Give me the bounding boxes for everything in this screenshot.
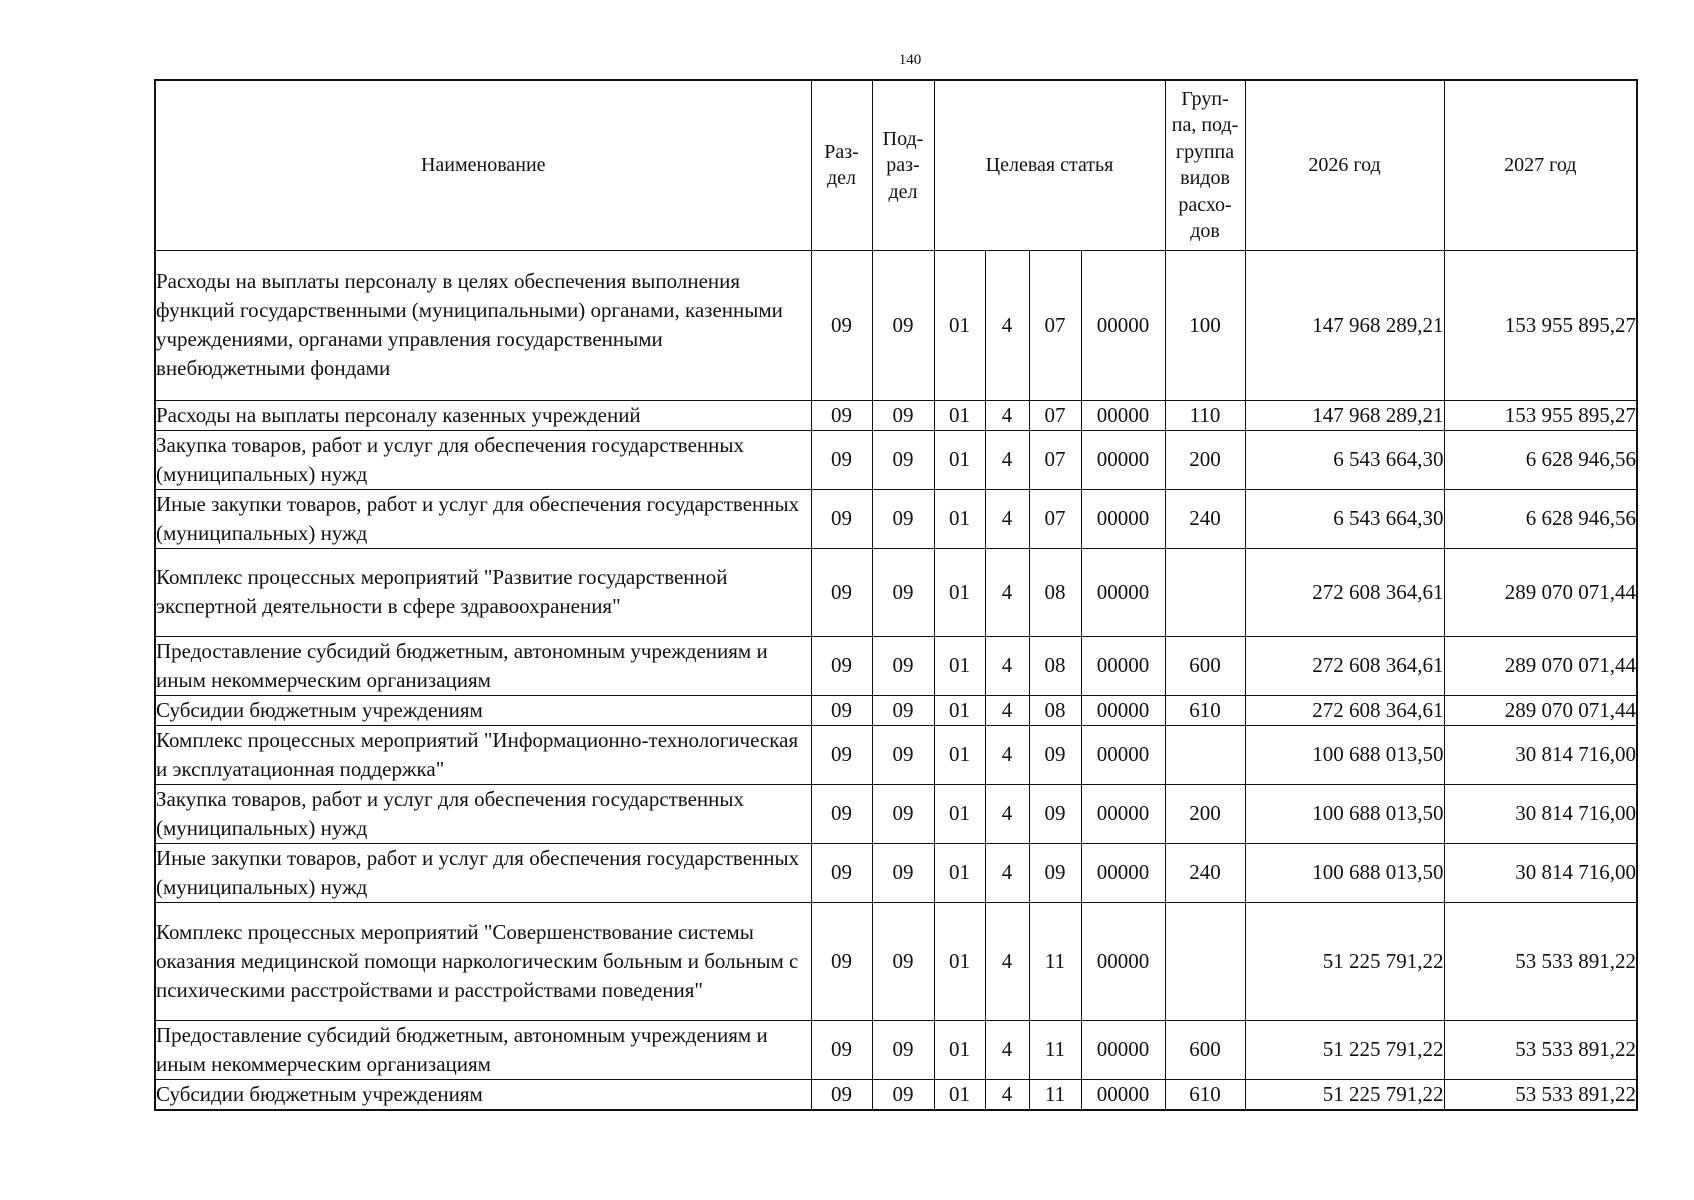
- row-expense-group: 100: [1165, 250, 1245, 400]
- row-target-type: 4: [985, 843, 1029, 902]
- row-subsection: 09: [872, 548, 934, 636]
- header-section-line: дел: [826, 167, 857, 190]
- row-subsection: 09: [872, 725, 934, 784]
- row-amount-2026: 100 688 013,50: [1245, 784, 1444, 843]
- row-subsection: 09: [872, 430, 934, 489]
- row-target-direction: 00000: [1081, 250, 1165, 400]
- table-row: [155, 784, 1637, 843]
- row-expense-group: 610: [1165, 1079, 1245, 1110]
- row-subsection: 09: [872, 1020, 934, 1079]
- row-expense-group: 200: [1165, 430, 1245, 489]
- row-section: 09: [811, 250, 872, 400]
- row-expense-group: 610: [1165, 695, 1245, 725]
- row-amount-2027: 30 814 716,00: [1444, 784, 1637, 843]
- row-subsection: 09: [872, 1079, 934, 1110]
- table-row: [155, 250, 1637, 400]
- row-name: Закупка товаров, работ и услуг для обеспечения государственных (муниципальных) нужд: [155, 784, 811, 843]
- row-section: 09: [811, 489, 872, 548]
- row-target-type: 4: [985, 430, 1029, 489]
- row-section: 09: [811, 636, 872, 695]
- row-target-type: 4: [985, 1020, 1029, 1079]
- row-amount-2027: 53 533 891,22: [1444, 902, 1637, 1020]
- row-target-item: 07: [1029, 430, 1081, 489]
- table-row: [155, 636, 1637, 695]
- row-section: 09: [811, 843, 872, 902]
- row-expense-group: 600: [1165, 1020, 1245, 1079]
- row-amount-2027: 289 070 071,44: [1444, 636, 1637, 695]
- row-section: 09: [811, 784, 872, 843]
- row-expense-group: [1165, 902, 1245, 1020]
- row-target-direction: 00000: [1081, 489, 1165, 548]
- row-expense-group: [1165, 725, 1245, 784]
- row-target-program: 01: [934, 725, 985, 784]
- row-target-program: 01: [934, 430, 985, 489]
- header-subsection-line: раз-: [886, 154, 920, 176]
- row-target-program: 01: [934, 784, 985, 843]
- row-target-direction: 00000: [1081, 902, 1165, 1020]
- header-year-2026: 2026 год: [1245, 80, 1444, 250]
- row-target-item: 08: [1029, 636, 1081, 695]
- row-section: 09: [811, 725, 872, 784]
- row-section: 09: [811, 430, 872, 489]
- row-amount-2026: 51 225 791,22: [1245, 1020, 1444, 1079]
- row-target-item: 09: [1029, 843, 1081, 902]
- row-target-direction: 00000: [1081, 548, 1165, 636]
- row-target-type: 4: [985, 636, 1029, 695]
- row-target-direction: 00000: [1081, 695, 1165, 725]
- row-target-item: 08: [1029, 548, 1081, 636]
- row-target-program: 01: [934, 548, 985, 636]
- row-expense-group: 240: [1165, 843, 1245, 902]
- table-row: [155, 1079, 1637, 1110]
- budget-table: [154, 79, 1638, 1111]
- row-subsection: 09: [872, 695, 934, 725]
- row-name: Субсидии бюджетным учреждениям: [155, 1079, 811, 1110]
- row-amount-2027: 6 628 946,56: [1444, 489, 1637, 548]
- row-target-type: 4: [985, 1079, 1029, 1110]
- row-target-direction: 00000: [1081, 1020, 1165, 1079]
- table-row: [155, 400, 1637, 430]
- row-target-program: 01: [934, 636, 985, 695]
- row-target-program: 01: [934, 1079, 985, 1110]
- row-subsection: 09: [872, 250, 934, 400]
- row-subsection: 09: [872, 636, 934, 695]
- row-expense-group: 600: [1165, 636, 1245, 695]
- row-amount-2027: 30 814 716,00: [1444, 725, 1637, 784]
- header-group-line: расхо-: [1178, 193, 1232, 216]
- row-section: 09: [811, 1020, 872, 1079]
- row-target-direction: 00000: [1081, 843, 1165, 902]
- row-amount-2026: 147 968 289,21: [1245, 250, 1444, 400]
- row-target-direction: 00000: [1081, 784, 1165, 843]
- row-name: Комплекс процессных мероприятий "Информационно-технологическая и эксплуатационная поддержка": [155, 725, 811, 784]
- table-row: [155, 1020, 1637, 1079]
- row-name: Расходы на выплаты персоналу в целях обеспечения выполнения функций государственными (муниципальными) органами, казенными учреждениями, органами управления государственными внебюджетными фондами: [155, 250, 811, 400]
- header-group-line: группа: [1175, 140, 1235, 163]
- row-name: Иные закупки товаров, работ и услуг для обеспечения государственных (муниципальных) нужд: [155, 843, 811, 902]
- table-row: [155, 725, 1637, 784]
- table-row: [155, 430, 1637, 489]
- row-target-item: 09: [1029, 725, 1081, 784]
- row-expense-group: [1165, 548, 1245, 636]
- header-subsection-line: дел: [888, 180, 918, 203]
- row-amount-2027: 53 533 891,22: [1444, 1020, 1637, 1079]
- row-subsection: 09: [872, 400, 934, 430]
- table-row: [155, 548, 1637, 636]
- row-target-program: 01: [934, 400, 985, 430]
- row-subsection: 09: [872, 902, 934, 1020]
- row-target-type: 4: [985, 400, 1029, 430]
- row-section: 09: [811, 400, 872, 430]
- row-target-type: 4: [985, 784, 1029, 843]
- row-subsection: 09: [872, 843, 934, 902]
- row-target-type: 4: [985, 250, 1029, 400]
- row-amount-2026: 272 608 364,61: [1245, 695, 1444, 725]
- row-name: Закупка товаров, работ и услуг для обеспечения государственных (муниципальных) нужд: [155, 430, 811, 489]
- header-group-line: Груп-: [1181, 87, 1229, 110]
- table-row: [155, 695, 1637, 725]
- row-target-item: 09: [1029, 784, 1081, 843]
- row-amount-2027: 30 814 716,00: [1444, 843, 1637, 902]
- row-section: 09: [811, 902, 872, 1020]
- header-section-line: Раз-: [824, 140, 859, 163]
- table-row: [155, 902, 1637, 1020]
- header-target-article: Целевая статья: [934, 80, 1165, 250]
- row-amount-2026: 100 688 013,50: [1245, 725, 1444, 784]
- header-row: [155, 80, 1637, 250]
- row-target-type: 4: [985, 489, 1029, 548]
- row-amount-2026: 147 968 289,21: [1245, 400, 1444, 430]
- header-subsection-line: Под-: [882, 127, 924, 150]
- row-amount-2026: 272 608 364,61: [1245, 636, 1444, 695]
- row-amount-2026: 100 688 013,50: [1245, 843, 1444, 902]
- row-target-item: 07: [1029, 489, 1081, 548]
- row-amount-2027: 289 070 071,44: [1444, 548, 1637, 636]
- row-target-direction: 00000: [1081, 430, 1165, 489]
- row-target-program: 01: [934, 843, 985, 902]
- row-name: Комплекс процессных мероприятий "Развитие государственной экспертной деятельности в сфере здравоохранения": [155, 548, 811, 636]
- row-name: Субсидии бюджетным учреждениям: [155, 695, 811, 725]
- row-name: Предоставление субсидий бюджетным, автономным учреждениям и иным некоммерческим организациям: [155, 1020, 811, 1079]
- row-amount-2026: 6 543 664,30: [1245, 489, 1444, 548]
- row-section: 09: [811, 1079, 872, 1110]
- row-expense-group: 200: [1165, 784, 1245, 843]
- row-target-type: 4: [985, 725, 1029, 784]
- header-name: Наименование: [155, 80, 811, 250]
- row-name: Расходы на выплаты персоналу казенных учреждений: [155, 400, 811, 430]
- row-target-program: 01: [934, 489, 985, 548]
- row-amount-2027: 289 070 071,44: [1444, 695, 1637, 725]
- table-row: [155, 843, 1637, 902]
- row-target-type: 4: [985, 902, 1029, 1020]
- row-subsection: 09: [872, 489, 934, 548]
- row-target-program: 01: [934, 902, 985, 1020]
- row-name: Иные закупки товаров, работ и услуг для обеспечения государственных (муниципальных) нужд: [155, 489, 811, 548]
- row-target-item: 11: [1029, 1020, 1081, 1079]
- row-section: 09: [811, 548, 872, 636]
- row-amount-2026: 272 608 364,61: [1245, 548, 1444, 636]
- header-group-line: дов: [1190, 220, 1220, 243]
- row-target-type: 4: [985, 695, 1029, 725]
- row-target-program: 01: [934, 1020, 985, 1079]
- row-target-program: 01: [934, 250, 985, 400]
- header-expense-group: [1165, 80, 1245, 250]
- header-section: [811, 80, 872, 250]
- row-expense-group: 110: [1165, 400, 1245, 430]
- row-target-program: 01: [934, 695, 985, 725]
- row-subsection: 09: [872, 784, 934, 843]
- header-year-2027: 2027 год: [1444, 80, 1637, 250]
- row-target-direction: 00000: [1081, 400, 1165, 430]
- row-amount-2026: 51 225 791,22: [1245, 902, 1444, 1020]
- row-amount-2027: 153 955 895,27: [1444, 400, 1637, 430]
- page-number: 140: [898, 52, 922, 68]
- row-target-item: 07: [1029, 400, 1081, 430]
- row-name: Предоставление субсидий бюджетным, автономным учреждениям и иным некоммерческим организациям: [155, 636, 811, 695]
- row-target-item: 11: [1029, 1079, 1081, 1110]
- row-target-direction: 00000: [1081, 636, 1165, 695]
- row-section: 09: [811, 695, 872, 725]
- row-target-direction: 00000: [1081, 1079, 1165, 1110]
- header-subsection: [872, 80, 934, 250]
- row-target-item: 07: [1029, 250, 1081, 400]
- row-name: Комплекс процессных мероприятий "Совершенствование системы оказания медицинской помощи наркологическим больным и больным с психическими расстройствами и расстройствами поведения": [155, 902, 811, 1020]
- row-amount-2027: 53 533 891,22: [1444, 1079, 1637, 1110]
- row-target-item: 08: [1029, 695, 1081, 725]
- row-expense-group: 240: [1165, 489, 1245, 548]
- row-target-type: 4: [985, 548, 1029, 636]
- row-amount-2027: 153 955 895,27: [1444, 250, 1637, 400]
- row-amount-2026: 51 225 791,22: [1245, 1079, 1444, 1110]
- row-target-item: 11: [1029, 902, 1081, 1020]
- header-group-line: видов: [1180, 167, 1230, 190]
- row-amount-2026: 6 543 664,30: [1245, 430, 1444, 489]
- table-row: [155, 489, 1637, 548]
- row-target-direction: 00000: [1081, 725, 1165, 784]
- row-amount-2027: 6 628 946,56: [1444, 430, 1637, 489]
- header-group-line: па, под-: [1171, 114, 1239, 137]
